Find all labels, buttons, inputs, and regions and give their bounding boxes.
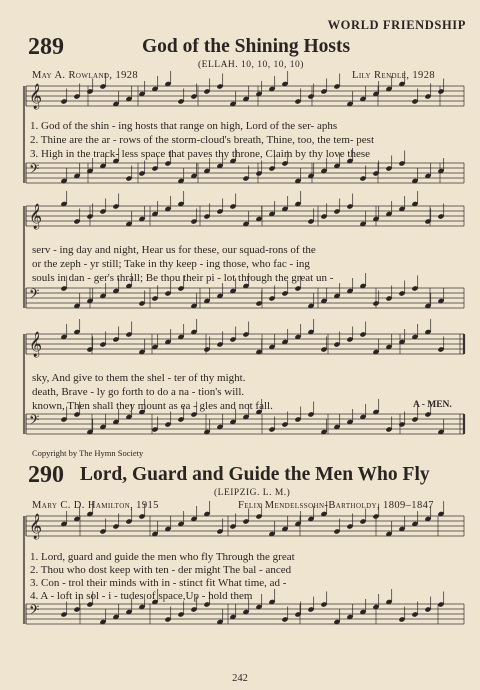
lyric-289-s1-l3: 3. High in the track- less space that paves thy throne, Claim by thy love these: [30, 148, 371, 160]
music-credit-289: Lily Rendle, 1928: [352, 70, 435, 81]
lyric-289-s2-l2: or the zeph - yr still; Take in thy keep - ing those, who fac - ing: [32, 258, 310, 270]
lyric-289-s3-l2: death, Brave - ly go forth to do a na - tion's will.: [32, 386, 245, 398]
lyric-289-s3-l1: sky, And give to them the shel - ter of thy might.: [32, 372, 246, 384]
svg-text:𝄞: 𝄞: [29, 84, 43, 109]
amen-289: A - MEN.: [413, 400, 452, 410]
lyric-289-s1-l2: 2. Thine are the ar - rows of the storm-cloud's breath, Thine, too, the tem- pest: [30, 134, 375, 146]
lyric-289-s1-l1: 1. God of the shin - ing hosts that range on high, Lord of the ser- aphs: [30, 120, 338, 132]
svg-text:𝄞: 𝄞: [29, 332, 43, 357]
section-heading: WORLD FRIENDSHIP: [327, 18, 466, 32]
lyric-289-s3-l3: known, Then shall they mount as ea - gles and not fall.: [32, 400, 273, 412]
svg-text:𝄢: 𝄢: [29, 412, 40, 431]
music-credit-290: Felix Mendelssohn-Bartholdy, 1809–1847: [238, 500, 434, 511]
svg-text:𝄢: 𝄢: [29, 161, 40, 180]
hymn-title-289: God of the Shining Hosts: [142, 36, 351, 57]
words-credit-290: Mary C. D. Hamilton, 1915: [32, 500, 159, 511]
lyric-289-s2-l3: souls in dan - ger's thrall; Be thou their pi - lot through the great un -: [32, 272, 334, 284]
hymn-number-290: 290: [28, 462, 64, 488]
lyric-290-l1: 1. Lord, guard and guide the men who fly Through the great: [30, 551, 295, 563]
svg-text:𝄢: 𝄢: [29, 286, 40, 305]
words-credit-289: May A. Rowland, 1928: [32, 70, 139, 81]
hymn-title-290: Lord, Guard and Guide the Men Who Fly: [80, 464, 430, 485]
tune-name-290: (LEIPZIG. L. M.): [214, 488, 291, 498]
hymn-number-289: 289: [28, 34, 64, 60]
svg-text:𝄢: 𝄢: [29, 602, 40, 621]
copyright-289: Copyright by The Hymn Society: [32, 448, 144, 458]
svg-text:𝄞: 𝄞: [29, 204, 43, 229]
lyric-290-l3: 3. Con - trol their minds with in - stinct fit What time, ad -: [30, 577, 287, 589]
lyric-290-l4: 4. A - loft in sol - i - tudes of space,Up - hold them: [30, 590, 253, 602]
tune-name-289: (ELLAH. 10, 10, 10, 10): [198, 60, 304, 70]
svg-text:𝄞: 𝄞: [29, 514, 43, 539]
lyric-290-l2: 2. Thou who dost keep with ten - der might The bal - anced: [30, 564, 292, 576]
lyric-289-s2-l1: serv - ing day and night, Hear us for these, our squad-rons of the: [32, 244, 316, 256]
page-number: 242: [232, 673, 248, 684]
